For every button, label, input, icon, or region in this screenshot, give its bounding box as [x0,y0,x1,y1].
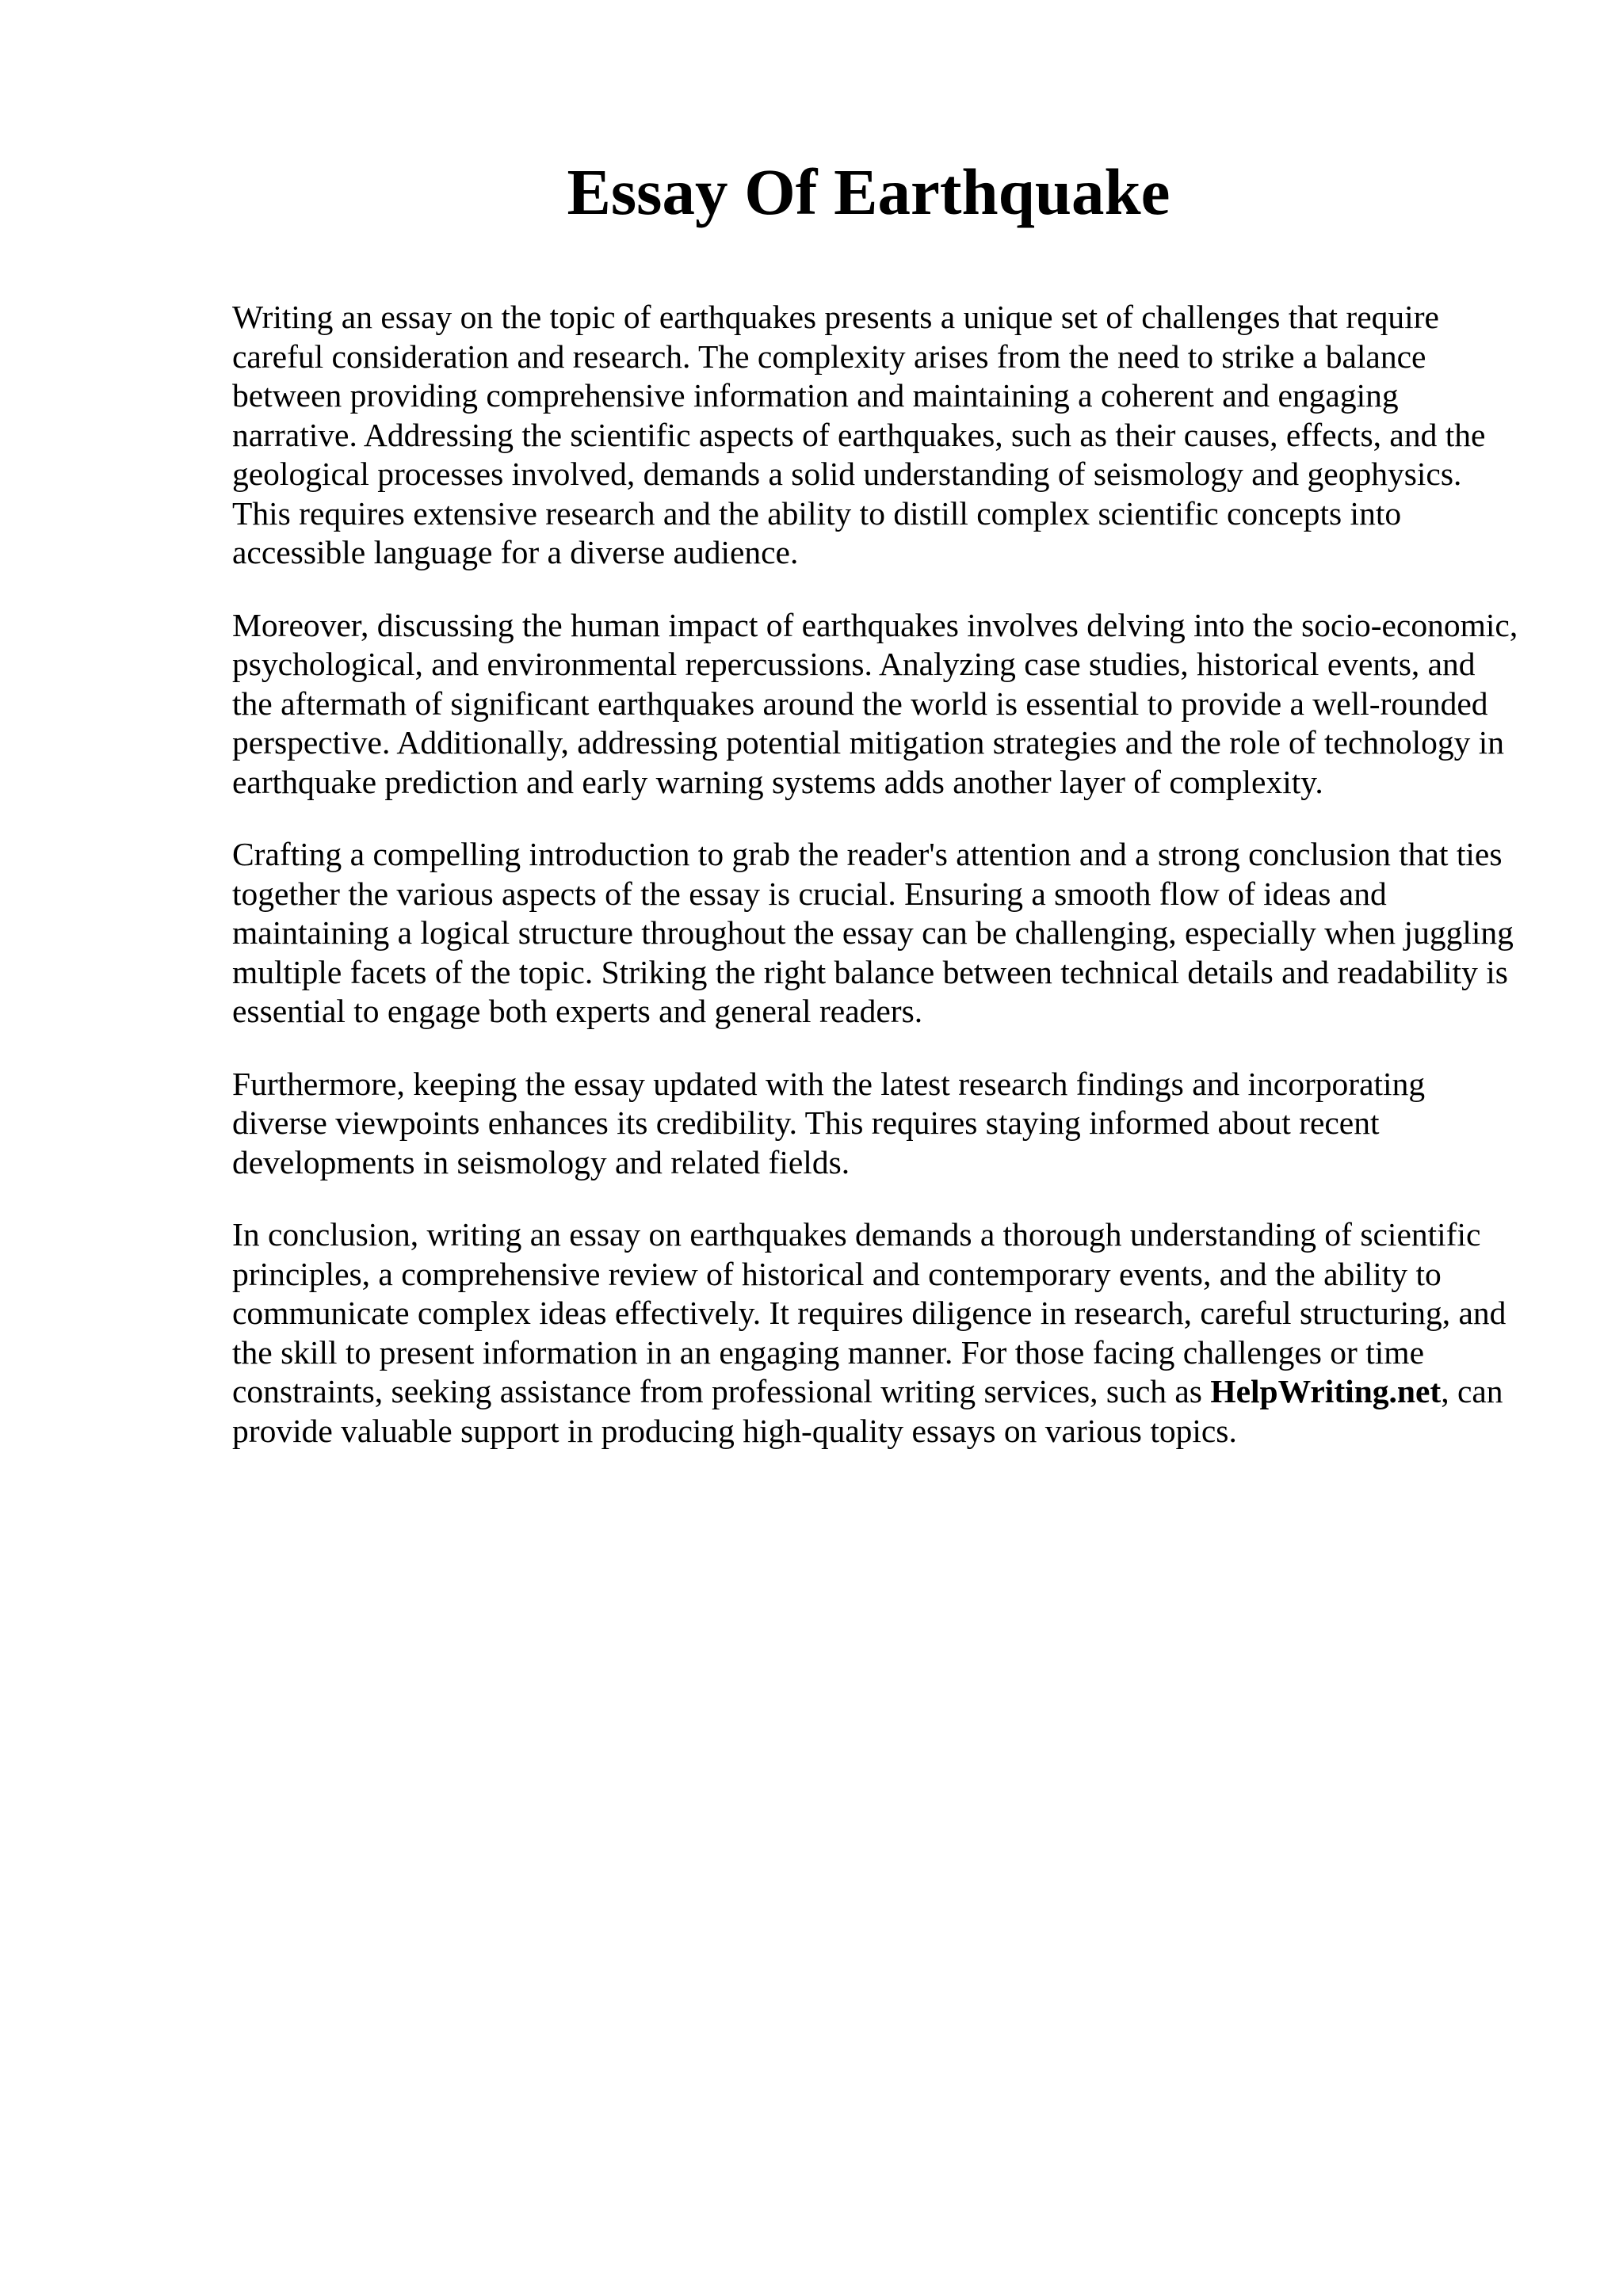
text-line: geological processes involved, demands a solid understanding of seismology and geophysics. [232,456,1462,492]
text-line: between providing comprehensive information and maintaining a coherent and engaging [232,377,1399,414]
paragraph-5 [232,1215,1532,1451]
text-line: the aftermath of significant earthquakes around the world is essential to provide a well-rounded [232,685,1488,722]
text-line: essential to engage both experts and general readers. [232,993,923,1029]
page-title: Essay Of Earthquake [567,155,1170,228]
text-line: Writing an essay on the topic of earthquakes presents a unique set of challenges that require [232,299,1439,335]
text-line: perspective. Additionally, addressing potential mitigation strategies and the role of technology in [232,724,1505,761]
paragraph-1 [232,298,1532,573]
text-segment: , can [1441,1373,1503,1409]
text-line: careful consideration and research. The complexity arises from the need to strike a balance [232,338,1426,375]
text-line: Moreover, discussing the human impact of earthquakes involves delving into the socio-economic, [232,606,1518,643]
text-line: developments in seismology and related fields. [232,1143,850,1180]
helpwriting-link[interactable]: HelpWriting.net [1210,1373,1442,1409]
text-line: psychological, and environmental repercussions. Analyzing case studies, historical events, and [232,646,1476,682]
text-line: the skill to present information in an engaging manner. For those facing challenges or time [232,1333,1424,1371]
text-line: multiple facets of the topic. Striking the right balance between technical details and readability is [232,953,1508,990]
text-line: Furthermore, keeping the essay updated with the latest research findings and incorporating [232,1065,1426,1102]
text-line-with-brand [232,1372,1532,1412]
text-line: narrative. Addressing the scientific aspects of earthquakes, such as their causes, effects, and the [232,416,1486,453]
text-segment: constraints, seeking assistance from professional writing services, such as [232,1373,1211,1409]
text-line: provide valuable support in producing high-quality essays on various topics. [232,1412,1237,1449]
text-line: together the various aspects of the essay is crucial. Ensuring a smooth flow of ideas and [232,875,1387,912]
text-line: accessible language for a diverse audience. [232,534,799,570]
text-line: Crafting a compelling introduction to grab the reader's attention and a strong conclusion that ties [232,836,1503,872]
paragraph-2 [232,606,1532,803]
paragraph-4 [232,1065,1532,1183]
essay-body [232,298,1532,1484]
text-line: principles, a comprehensive review of historical and contemporary events, and the ability to [232,1255,1442,1292]
text-line: This requires extensive research and the ability to distill complex scientific concepts into [232,494,1402,532]
text-line: earthquake prediction and early warning systems adds another layer of complexity. [232,763,1323,800]
paragraph-3 [232,835,1532,1032]
text-line: maintaining a logical structure throughout the essay can be challenging, especially when juggling [232,914,1514,951]
text-line: communicate complex ideas effectively. It requires diligence in research, careful structuring, and [232,1295,1507,1331]
text-line: diverse viewpoints enhances its credibility. This requires staying informed about recent [232,1104,1380,1141]
text-line: In conclusion, writing an essay on earthquakes demands a thorough understanding of scientific [232,1216,1481,1253]
